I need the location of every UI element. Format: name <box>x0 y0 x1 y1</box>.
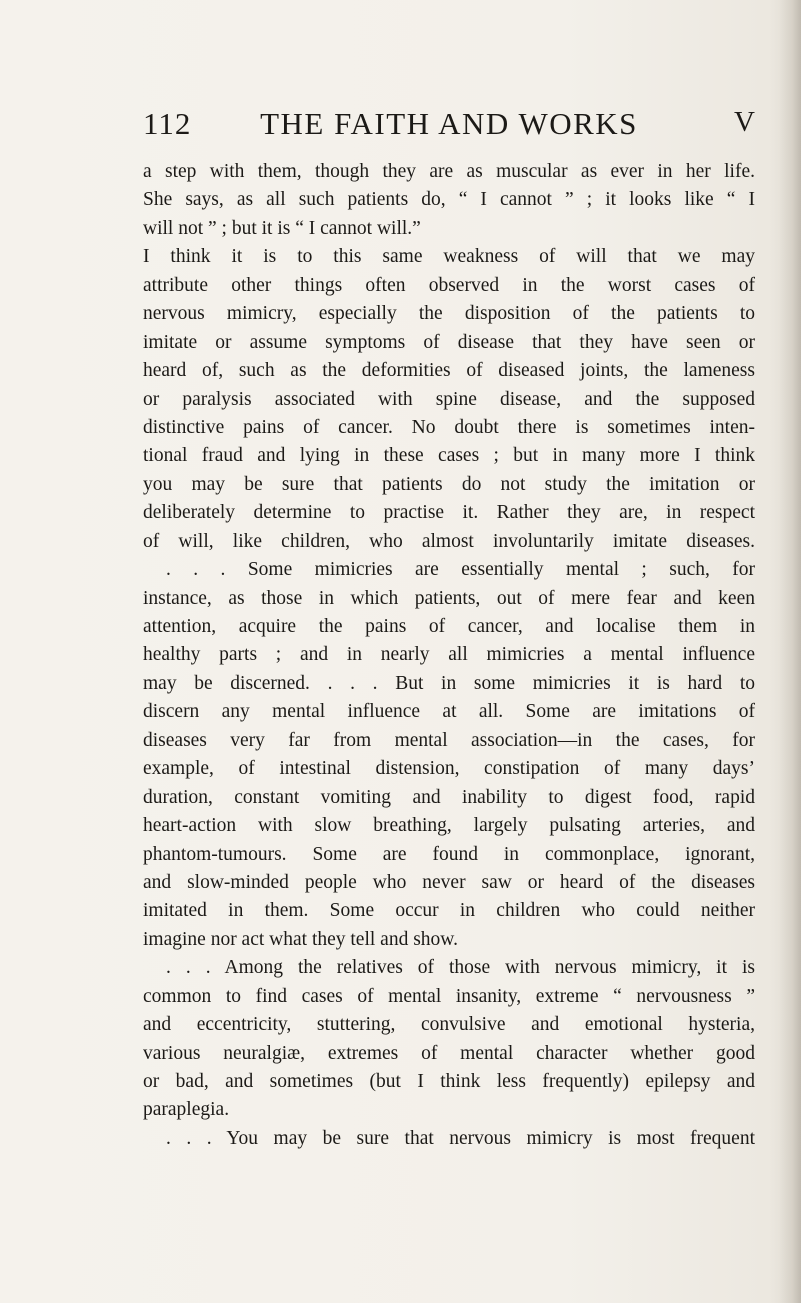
page-edge-shadow <box>779 0 801 1303</box>
text-line: common to find cases of mental insanity, extreme “ nervousness ” <box>143 985 755 1007</box>
text-line: . . . Some mimicries are essentially mental ; such, for <box>166 559 755 581</box>
text-line: will not ” ; but it is “ I cannot will.” <box>143 217 421 239</box>
text-line: and slow-minded people who never saw or heard of the diseases <box>143 871 755 893</box>
text-line: diseases very far from mental association—in the cases, for <box>143 729 755 751</box>
text-line: healthy parts ; and in nearly all mimicries a mental influence <box>143 644 755 666</box>
text-line: you may be sure that patients do not study the imitation or <box>143 473 755 495</box>
page-number: 112 <box>143 106 192 141</box>
text-line: attention, acquire the pains of cancer, and localise them in <box>143 616 755 637</box>
text-line: imitated in them. Some occur in children who could neither <box>143 900 755 922</box>
text-line: discern any mental influence at all. Some are imitations of <box>143 701 755 723</box>
text-line: duration, constant vomiting and inability to digest food, rapid <box>143 786 755 808</box>
text-line: heart-action with slow breathing, largely pulsating arteries, and <box>143 815 755 837</box>
text-line: may be discerned. . . . But in some mimicries it is hard to <box>143 672 755 694</box>
text-line: attribute other things often observed in the worst cases of <box>143 274 755 296</box>
text-line: deliberately determine to practise it. Rather they are, in respect <box>143 502 755 524</box>
section-letter: V <box>734 106 755 138</box>
text-line: . . . Among the relatives of those with nervous mimicry, it is <box>166 957 755 979</box>
text-line: She says, as all such patients do, “ I cannot ” ; it looks like “ I <box>143 189 755 211</box>
running-title: THE FAITH AND WORKS <box>260 106 638 141</box>
text-line: imitate or assume symptoms of disease that they have seen or <box>143 331 755 353</box>
text-line: example, of intestinal distension, constipation of many days’ <box>143 758 755 780</box>
text-line: heard of, such as the deformities of diseased joints, the lameness <box>143 360 755 382</box>
text-line: I think it is to this same weakness of will that we may <box>143 246 755 268</box>
text-line: a step with them, though they are as muscular as ever in her life. <box>143 161 755 182</box>
text-line: imagine nor act what they tell and show. <box>143 928 458 950</box>
running-header <box>143 106 755 146</box>
text-line: tional fraud and lying in these cases ; but in many more I think <box>143 445 755 467</box>
text-line: paraplegia. <box>143 1099 230 1121</box>
text-line: phantom-tumours. Some are found in commonplace, ignorant, <box>143 843 755 865</box>
text-line: of will, like children, who almost involuntarily imitate diseases. <box>143 530 755 552</box>
text-line: distinctive pains of cancer. No doubt there is sometimes inten- <box>143 416 755 438</box>
text-line: or paralysis associated with spine disease, and the supposed <box>143 388 755 410</box>
text-line: or bad, and sometimes (but I think less frequently) epilepsy and <box>143 1071 755 1092</box>
text-line: various neuralgiæ, extremes of mental character whether good <box>143 1042 755 1064</box>
text-line: and eccentricity, stuttering, convulsive and emotional hysteria, <box>143 1014 755 1036</box>
text-line: nervous mimicry, especially the disposition of the patients to <box>143 303 755 325</box>
text-line: instance, as those in which patients, out of mere fear and keen <box>143 587 755 609</box>
text-line: . . . You may be sure that nervous mimicry is most frequent <box>166 1127 755 1149</box>
body-text <box>143 158 755 1153</box>
